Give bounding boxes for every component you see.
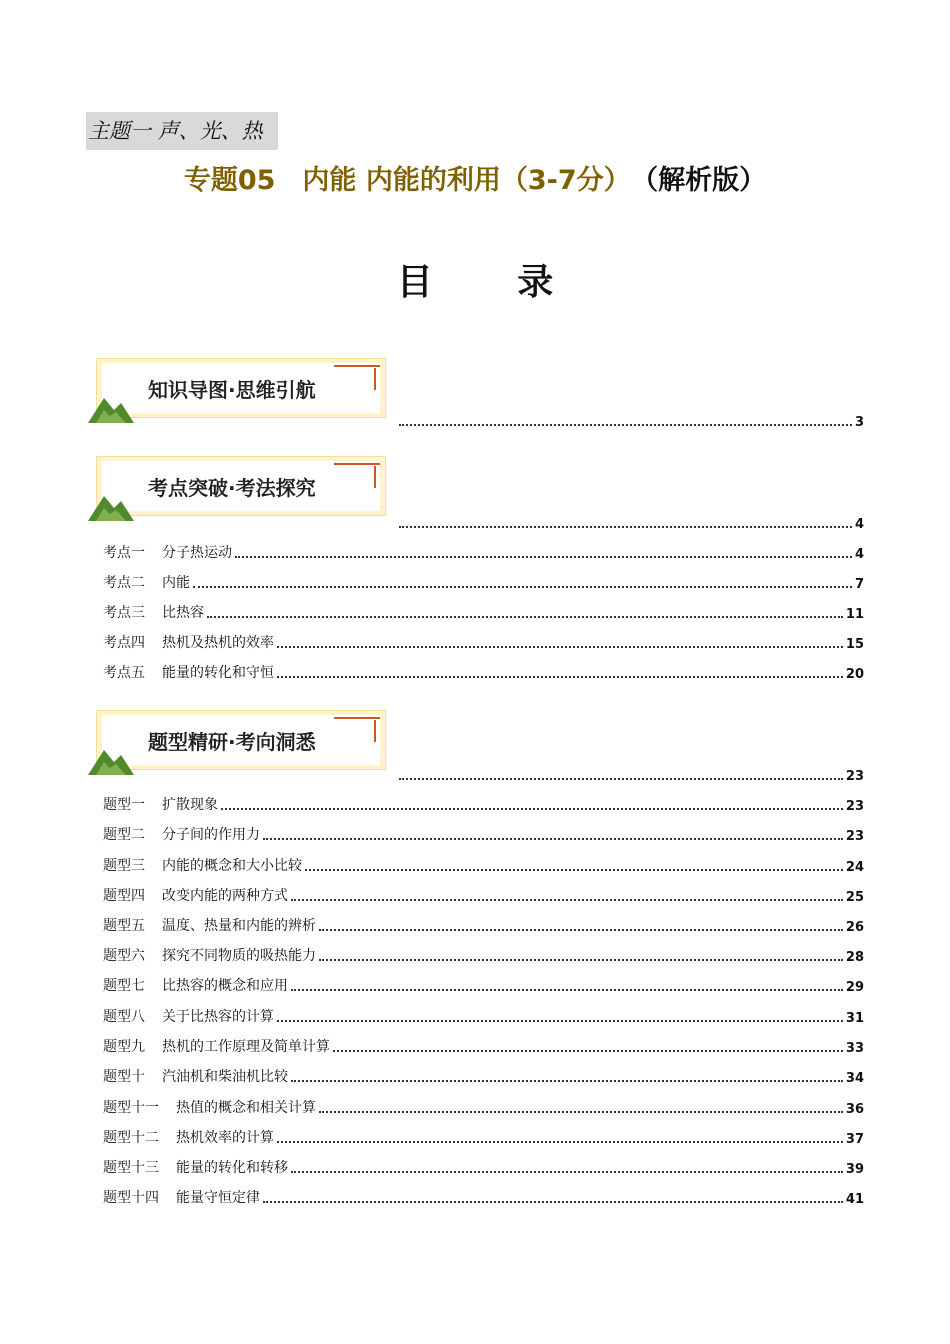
toc-entry-title: 能量的转化和守恒	[162, 665, 274, 681]
toc-entry-title: 探究不同物质的吸热能力	[162, 948, 316, 964]
toc-entry[interactable]	[103, 632, 864, 652]
toc-entry[interactable]	[103, 824, 864, 844]
toc-page-number: 7	[854, 577, 864, 592]
toc-page-number: 11	[845, 607, 864, 622]
section-banner-label: 题型精研·考向洞悉	[148, 730, 316, 754]
toc-page-number: 34	[845, 1071, 864, 1086]
mountain-icon	[88, 490, 136, 522]
toc-page-number: 28	[845, 950, 864, 965]
toc-entry-num: 题型七	[103, 978, 145, 994]
toc-page-number: 23	[845, 829, 864, 844]
toc-entry-title: 能量守恒定律	[176, 1190, 260, 1206]
toc-entry-num: 题型十二	[103, 1130, 159, 1146]
toc-entry-num: 题型十一	[103, 1100, 159, 1116]
toc-entry-title: 分子间的作用力	[162, 827, 260, 843]
section-banner-mindmap	[88, 358, 388, 426]
toc-entry[interactable]	[103, 1127, 864, 1147]
toc-entry[interactable]	[103, 542, 864, 562]
toc-entry[interactable]	[103, 572, 864, 592]
toc-section-line[interactable]	[396, 764, 864, 784]
toc-entry[interactable]	[103, 1097, 864, 1117]
toc-entry-num: 题型十三	[103, 1160, 159, 1176]
toc-page-number: 23	[845, 799, 864, 814]
toc-entry[interactable]	[103, 915, 864, 935]
document-title	[0, 158, 950, 197]
toc-page-number: 24	[845, 860, 864, 875]
document-title-main: 专题05 内能 内能的利用（3-7分）	[183, 165, 631, 196]
toc-page-number: 26	[845, 920, 864, 935]
toc-entry[interactable]	[103, 855, 864, 875]
toc-entry-title: 关于比热容的计算	[162, 1009, 274, 1025]
toc-heading: 目 录	[396, 262, 590, 303]
toc-entry-title: 比热容	[162, 605, 204, 621]
toc-page-number: 25	[845, 890, 864, 905]
toc-entry[interactable]	[103, 602, 864, 622]
toc-entry-num: 题型十四	[103, 1190, 159, 1206]
toc-entry-title: 热机及热机的效率	[162, 635, 274, 651]
toc-page-number: 20	[845, 667, 864, 682]
toc-page-number: 39	[845, 1162, 864, 1177]
toc-entry-title: 热值的概念和相关计算	[176, 1100, 316, 1116]
toc-entry-title: 汽油机和柴油机比较	[162, 1069, 288, 1085]
section-banner-label: 考点突破·考法探究	[148, 476, 316, 500]
document-title-suffix: （解析版）	[644, 165, 767, 196]
toc-entry-num: 题型三	[103, 858, 145, 874]
section-banner-tixing	[88, 710, 388, 778]
topic-tag: 主题一 声、光、热	[86, 112, 278, 150]
toc-page-number: 4	[854, 517, 864, 532]
toc-entry[interactable]	[103, 1187, 864, 1207]
toc-entry-num: 考点五	[103, 665, 145, 681]
toc-entry-title: 热机效率的计算	[176, 1130, 274, 1146]
toc-entry-num: 题型四	[103, 888, 145, 904]
toc-entry-title: 改变内能的两种方式	[162, 888, 288, 904]
toc-entry-num: 题型九	[103, 1039, 145, 1055]
section-banner-label: 知识导图·思维引航	[148, 378, 316, 402]
toc-page-number: 15	[845, 637, 864, 652]
toc-entry[interactable]	[103, 1157, 864, 1177]
toc-entry[interactable]	[103, 945, 864, 965]
toc-section-line[interactable]	[396, 512, 864, 532]
toc-entry[interactable]	[103, 1006, 864, 1026]
toc-entry[interactable]	[103, 794, 864, 814]
toc-entry-num: 题型五	[103, 918, 145, 934]
toc-page-number: 3	[854, 415, 864, 430]
toc-entry[interactable]	[103, 662, 864, 682]
toc-entry-title: 内能的概念和大小比较	[162, 858, 302, 874]
toc-page-number: 33	[845, 1041, 864, 1056]
mountain-icon	[88, 744, 136, 776]
toc-entry-title: 内能	[162, 575, 190, 591]
toc-entry-num: 考点三	[103, 605, 145, 621]
toc-page-number: 37	[845, 1132, 864, 1147]
mountain-icon	[88, 392, 136, 424]
section-banner-kaodian	[88, 456, 388, 524]
toc-entry-num: 题型八	[103, 1009, 145, 1025]
toc-entry[interactable]	[103, 885, 864, 905]
toc-entry-num: 题型二	[103, 827, 145, 843]
toc-entry[interactable]	[103, 975, 864, 995]
toc-entry-num: 题型十	[103, 1069, 145, 1085]
toc-entry-title: 温度、热量和内能的辨析	[162, 918, 316, 934]
toc-entry-title: 能量的转化和转移	[176, 1160, 288, 1176]
toc-entry-num: 考点二	[103, 575, 145, 591]
toc-entry-num: 题型六	[103, 948, 145, 964]
toc-page-number: 4	[854, 547, 864, 562]
toc-entry[interactable]	[103, 1066, 864, 1086]
toc-page-number: 36	[845, 1102, 864, 1117]
toc-entry[interactable]	[103, 1036, 864, 1056]
toc-entry-title: 分子热运动	[162, 545, 232, 561]
toc-page-number: 41	[845, 1192, 864, 1207]
toc-entry-title: 扩散现象	[162, 797, 218, 813]
toc-page-number: 31	[845, 1011, 864, 1026]
toc-entry-num: 考点一	[103, 545, 145, 561]
toc-entry-num: 题型一	[103, 797, 145, 813]
toc-entry-title: 比热容的概念和应用	[162, 978, 288, 994]
toc-section-line[interactable]	[396, 410, 864, 430]
toc-page-number: 29	[845, 980, 864, 995]
toc-page-number: 23	[845, 769, 864, 784]
toc-entry-num: 考点四	[103, 635, 145, 651]
toc-entry-title: 热机的工作原理及简单计算	[162, 1039, 330, 1055]
